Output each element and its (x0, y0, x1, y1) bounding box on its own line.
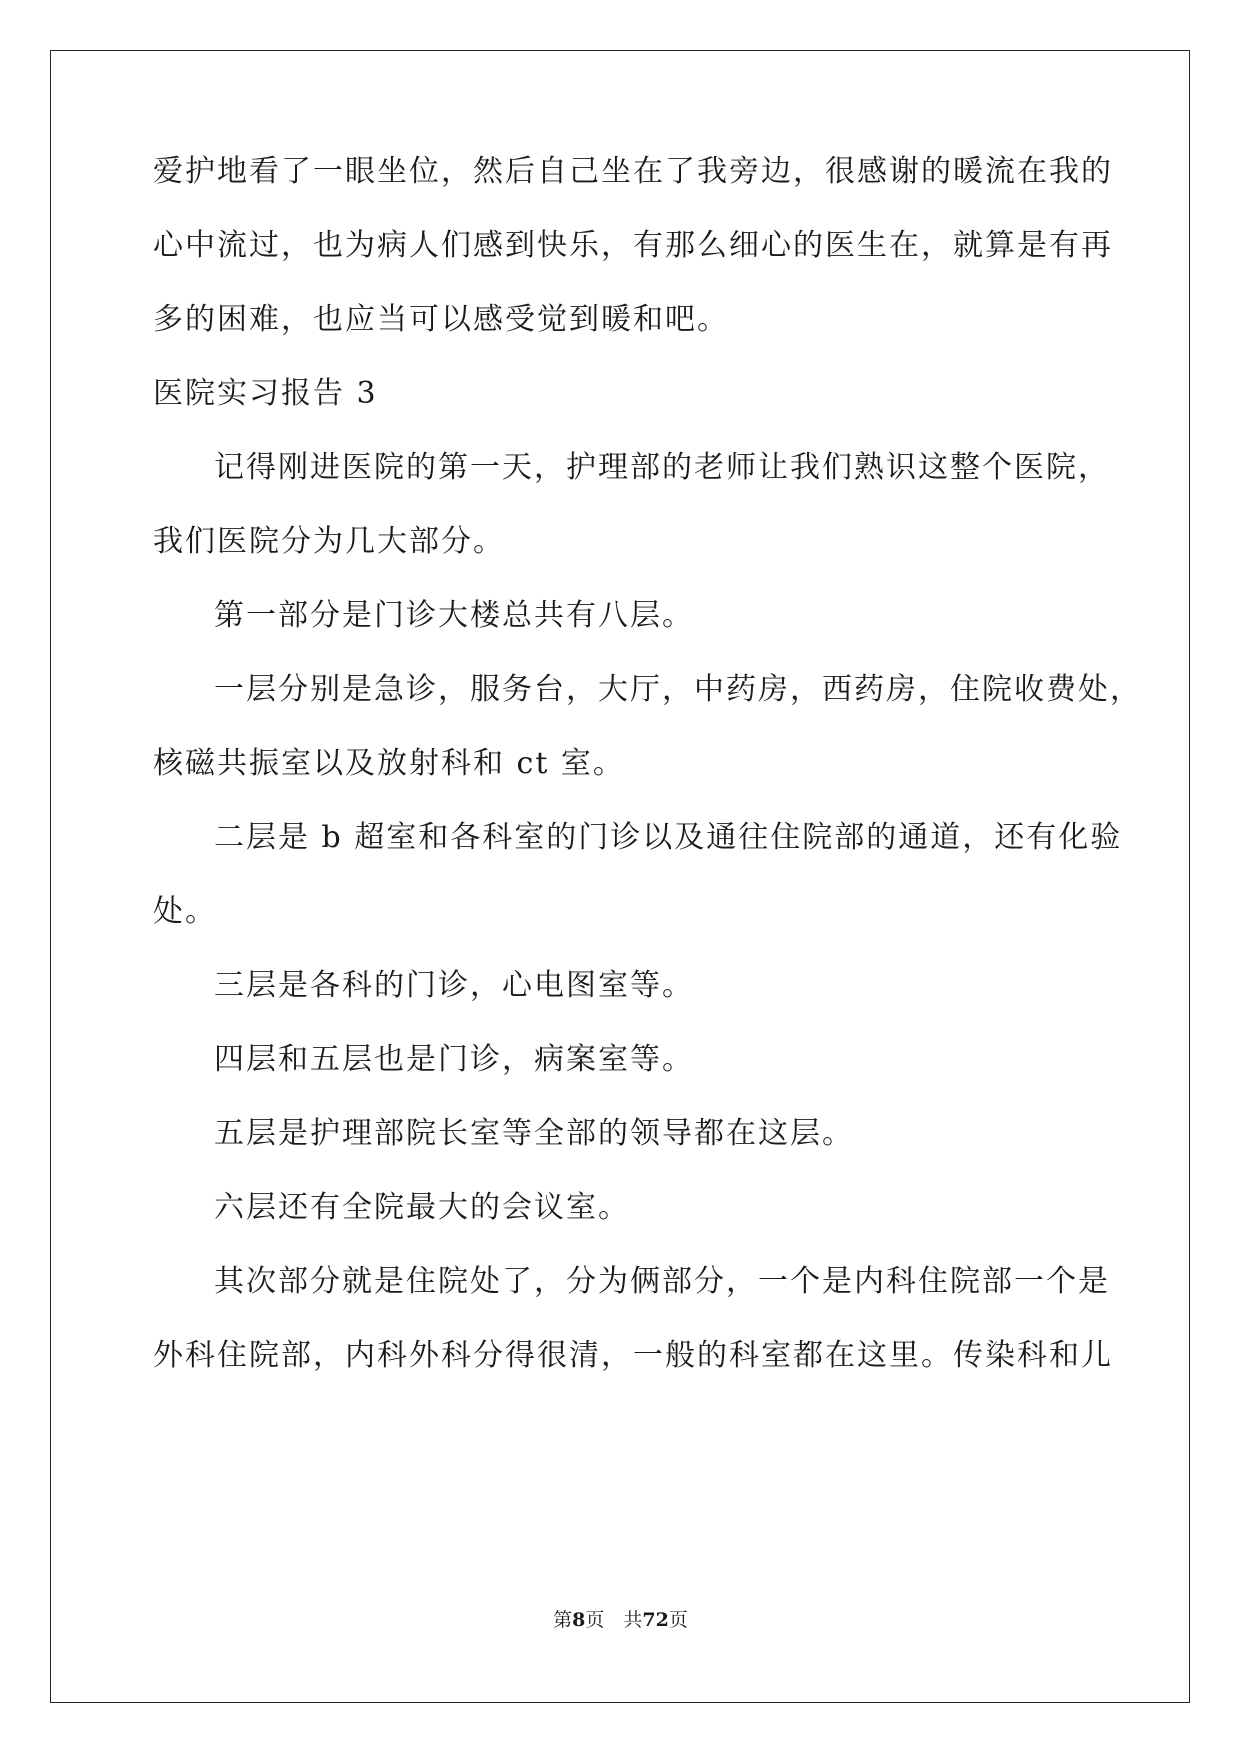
body-line: 心中流过，也为病人们感到快乐，有那么细心的医生在，就算是有再 (153, 228, 1113, 263)
body-line: 一层分别是急诊，服务台，大厅，中药房，西药房，住院收费处， (214, 672, 1142, 707)
page-border (50, 50, 1190, 1703)
body-line: 第一部分是门诊大楼总共有八层。 (214, 598, 694, 633)
body-line: 三层是各科的门诊，心电图室等。 (214, 968, 694, 1003)
body-line: 爱护地看了一眼坐位，然后自己坐在了我旁边，很感谢的暖流在我的 (153, 154, 1113, 189)
body-line: 六层还有全院最大的会议室。 (214, 1190, 630, 1225)
footer-mid: 页 共 (585, 1609, 643, 1631)
body-line: 核磁共振室以及放射科和 ct 室。 (153, 746, 625, 781)
body-line: 四层和五层也是门诊，病案室等。 (214, 1042, 694, 1077)
section-heading: 医院实习报告 3 (153, 376, 378, 411)
body-line: 二层是 b 超室和各科室的门诊以及通往住院部的通道，还有化验 (214, 820, 1123, 855)
footer-total-pages: 72 (642, 1609, 669, 1631)
body-line: 记得刚进医院的第一天，护理部的老师让我们熟识这整个医院， (214, 450, 1110, 485)
body-line: 其次部分就是住院处了，分为俩部分，一个是内科住院部一个是 (214, 1264, 1110, 1299)
footer-suffix: 页 (668, 1609, 688, 1631)
page-footer (0, 1608, 1241, 1632)
footer-current-page: 8 (572, 1609, 586, 1631)
body-line: 外科住院部，内科外科分得很清，一般的科室都在这里。传染科和儿 (153, 1338, 1113, 1373)
body-line: 五层是护理部院长室等全部的领导都在这层。 (214, 1116, 854, 1151)
body-line: 处。 (153, 894, 217, 929)
footer-prefix: 第 (553, 1609, 573, 1631)
body-line: 多的困难，也应当可以感受觉到暖和吧。 (153, 302, 729, 337)
body-line: 我们医院分为几大部分。 (153, 524, 505, 559)
